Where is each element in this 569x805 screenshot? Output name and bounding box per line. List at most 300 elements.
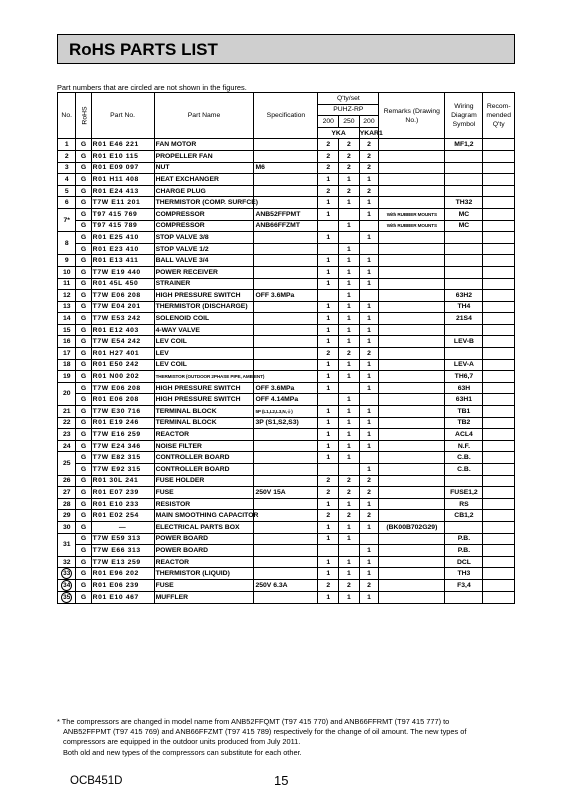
cell-part-name: POWER BOARD xyxy=(154,545,254,557)
cell-part-no: T7W E06 208 xyxy=(91,382,154,394)
cell-no: 13 xyxy=(58,301,76,313)
cell-part-no: T7W E82 315 xyxy=(91,452,154,464)
cell-no: 27 xyxy=(58,487,76,499)
cell-specification xyxy=(254,440,318,452)
cell-part-no: R01 E46 221 xyxy=(91,139,154,151)
cell-part-no: T7W E66 313 xyxy=(91,545,154,557)
cell-qty-250: 2 xyxy=(339,162,360,174)
cell-wiring-symbol xyxy=(445,174,483,186)
cell-wiring-symbol: F3,4 xyxy=(445,580,483,592)
cell-part-name: FUSE xyxy=(154,487,254,499)
cell-specification xyxy=(254,301,318,313)
cell-wiring-symbol: TB2 xyxy=(445,417,483,429)
cell-recommended-qty xyxy=(483,533,515,545)
cell-remarks xyxy=(379,301,445,313)
header-suffix-yka: YKA xyxy=(318,127,359,139)
cell-recommended-qty xyxy=(483,487,515,499)
header-suffix-ykar1: YKAR1 xyxy=(359,127,379,139)
cell-wiring-symbol: 63H2 xyxy=(445,290,483,302)
cell-qty-250: 1 xyxy=(339,556,360,568)
table-row xyxy=(58,162,515,174)
cell-wiring-symbol: FUSE1,2 xyxy=(445,487,483,499)
cell-no: 16 xyxy=(58,336,76,348)
cell-qty-200 xyxy=(318,394,339,406)
cell-qty-200: 1 xyxy=(318,301,339,313)
cell-wiring-symbol xyxy=(445,255,483,267)
table-row xyxy=(58,174,515,186)
cell-recommended-qty xyxy=(483,290,515,302)
cell-no xyxy=(58,568,76,580)
cell-qty-200-ykar1: 1 xyxy=(359,440,379,452)
page-title: RoHS PARTS LIST xyxy=(69,40,218,59)
cell-wiring-symbol: 21S4 xyxy=(445,313,483,325)
cell-qty-200: 1 xyxy=(318,324,339,336)
cell-rohs: G xyxy=(76,521,91,533)
cell-rohs: G xyxy=(76,556,91,568)
cell-wiring-symbol xyxy=(445,150,483,162)
cell-qty-200-ykar1: 1 xyxy=(359,371,379,383)
cell-rohs: G xyxy=(76,220,91,232)
cell-remarks xyxy=(379,371,445,383)
cell-part-no: R01 E10 233 xyxy=(91,498,154,510)
cell-specification xyxy=(254,336,318,348)
cell-qty-250: 2 xyxy=(339,139,360,151)
cell-remarks xyxy=(379,533,445,545)
cell-part-name: HIGH PRESSURE SWITCH xyxy=(154,290,254,302)
cell-part-name: CONTROLLER BOARD xyxy=(154,464,254,476)
table-row xyxy=(58,220,515,232)
footnote-line: Both old and new types of the compressors can substitute for each other. xyxy=(63,747,302,757)
cell-part-no: R01 E02 254 xyxy=(91,510,154,522)
cell-qty-200: 2 xyxy=(318,580,339,592)
cell-part-no: R01 E09 097 xyxy=(91,162,154,174)
cell-recommended-qty xyxy=(483,521,515,533)
cell-qty-250: 1 xyxy=(339,336,360,348)
cell-wiring-symbol xyxy=(445,592,483,604)
table-row xyxy=(58,232,515,244)
cell-qty-250: 2 xyxy=(339,487,360,499)
cell-recommended-qty xyxy=(483,255,515,267)
header-cap-200b: 200 xyxy=(359,116,379,128)
header-recommended: Recom- mended Q'ty xyxy=(483,93,515,139)
cell-rohs: G xyxy=(76,290,91,302)
cell-no: 9 xyxy=(58,255,76,267)
cell-no: 1 xyxy=(58,139,76,151)
cell-remarks xyxy=(379,429,445,441)
table-row xyxy=(58,266,515,278)
table-row xyxy=(58,301,515,313)
table-row xyxy=(58,371,515,383)
cell-remarks xyxy=(379,382,445,394)
cell-part-name: STOP VALVE 1/2 xyxy=(154,243,254,255)
cell-part-name: NUT xyxy=(154,162,254,174)
table-row xyxy=(58,545,515,557)
cell-part-no: R01 E10 115 xyxy=(91,150,154,162)
cell-qty-250: 1 xyxy=(339,359,360,371)
cell-qty-200-ykar1 xyxy=(359,394,379,406)
cell-qty-200: 1 xyxy=(318,278,339,290)
table-row xyxy=(58,498,515,510)
cell-qty-250: 1 xyxy=(339,440,360,452)
cell-part-name: PROPELLER FAN xyxy=(154,150,254,162)
cell-no: 4 xyxy=(58,174,76,186)
cell-remarks xyxy=(379,278,445,290)
cell-qty-200 xyxy=(318,545,339,557)
cell-remarks xyxy=(379,592,445,604)
cell-qty-250: 1 xyxy=(339,197,360,209)
cell-specification: 5P (L1,L2,L3,N,⏚) xyxy=(254,406,318,418)
cell-remarks xyxy=(379,464,445,476)
cell-rohs: G xyxy=(76,440,91,452)
cell-qty-200: 1 xyxy=(318,255,339,267)
cell-no: 24 xyxy=(58,440,76,452)
cell-qty-250: 1 xyxy=(339,290,360,302)
cell-specification xyxy=(254,348,318,360)
cell-qty-200-ykar1: 1 xyxy=(359,592,379,604)
cell-remarks xyxy=(379,394,445,406)
cell-part-no: R01 E96 202 xyxy=(91,568,154,580)
cell-recommended-qty xyxy=(483,510,515,522)
cell-specification xyxy=(254,429,318,441)
cell-no: 11 xyxy=(58,278,76,290)
cell-qty-200: 1 xyxy=(318,417,339,429)
cell-recommended-qty xyxy=(483,568,515,580)
cell-recommended-qty xyxy=(483,174,515,186)
cell-part-name: CONTROLLER BOARD xyxy=(154,452,254,464)
cell-remarks xyxy=(379,313,445,325)
cell-qty-250: 1 xyxy=(339,278,360,290)
cell-qty-250: 2 xyxy=(339,185,360,197)
cell-wiring-symbol: TH6,7 xyxy=(445,371,483,383)
cell-remarks xyxy=(379,487,445,499)
cell-recommended-qty xyxy=(483,139,515,151)
footnote-line: * The compressors are changed in model name from ANB52FFQMT (T97 415 770) and ANB66FFRMT (T97 415 777) to xyxy=(57,717,450,726)
cell-part-no: T7W E06 208 xyxy=(91,290,154,302)
header-no: No. xyxy=(58,93,76,139)
table-row xyxy=(58,440,515,452)
cell-part-name: STOP VALVE 3/8 xyxy=(154,232,254,244)
cell-wiring-symbol: RS xyxy=(445,498,483,510)
cell-qty-200 xyxy=(318,290,339,302)
cell-qty-250: 1 xyxy=(339,592,360,604)
cell-recommended-qty xyxy=(483,592,515,604)
cell-qty-250 xyxy=(339,382,360,394)
cell-qty-200: 1 xyxy=(318,174,339,186)
document-code: OCB451D xyxy=(70,775,123,787)
cell-remarks xyxy=(379,266,445,278)
cell-no: 2 xyxy=(58,150,76,162)
cell-rohs: G xyxy=(76,592,91,604)
cell-part-name: HEAT EXCHANGER xyxy=(154,174,254,186)
cell-remarks xyxy=(379,498,445,510)
cell-remarks xyxy=(379,510,445,522)
cell-recommended-qty xyxy=(483,313,515,325)
cell-rohs: G xyxy=(76,255,91,267)
cell-no: 10 xyxy=(58,266,76,278)
cell-specification xyxy=(254,556,318,568)
parts-table-body xyxy=(58,139,515,604)
cell-part-name: RESISTOR xyxy=(154,498,254,510)
cell-recommended-qty xyxy=(483,556,515,568)
cell-specification xyxy=(254,266,318,278)
cell-specification xyxy=(254,324,318,336)
cell-rohs: G xyxy=(76,348,91,360)
table-row xyxy=(58,197,515,209)
cell-qty-200-ykar1: 1 xyxy=(359,359,379,371)
table-row xyxy=(58,521,515,533)
table-row xyxy=(58,417,515,429)
cell-part-no: R01 E23 410 xyxy=(91,243,154,255)
cell-part-no: T7W E24 346 xyxy=(91,440,154,452)
cell-rohs: G xyxy=(76,324,91,336)
cell-recommended-qty xyxy=(483,243,515,255)
cell-rohs: G xyxy=(76,429,91,441)
cell-rohs: G xyxy=(76,243,91,255)
cell-recommended-qty xyxy=(483,301,515,313)
cell-part-no: T7W E13 259 xyxy=(91,556,154,568)
cell-specification xyxy=(254,232,318,244)
cell-qty-200: 1 xyxy=(318,208,339,220)
cell-qty-200-ykar1: 1 xyxy=(359,255,379,267)
cell-recommended-qty xyxy=(483,208,515,220)
cell-rohs: G xyxy=(76,371,91,383)
cell-rohs: G xyxy=(76,266,91,278)
cell-qty-200-ykar1: 1 xyxy=(359,464,379,476)
header-specification: Specification xyxy=(254,93,318,139)
cell-rohs: G xyxy=(76,510,91,522)
cell-no: 29 xyxy=(58,510,76,522)
cell-specification xyxy=(254,197,318,209)
cell-wiring-symbol: P.B. xyxy=(445,533,483,545)
cell-qty-200-ykar1: 1 xyxy=(359,232,379,244)
cell-part-name: POWER BOARD xyxy=(154,533,254,545)
header-qty-set: Q'ty/set xyxy=(318,93,379,105)
table-row xyxy=(58,406,515,418)
cell-specification: 3P (S1,S2,S3) xyxy=(254,417,318,429)
cell-part-name: POWER RECEIVER xyxy=(154,266,254,278)
cell-no xyxy=(58,580,76,592)
cell-qty-200-ykar1: 2 xyxy=(359,185,379,197)
cell-rohs: G xyxy=(76,475,91,487)
cell-specification xyxy=(254,568,318,580)
cell-qty-250: 1 xyxy=(339,243,360,255)
cell-part-no: R01 H27 401 xyxy=(91,348,154,360)
cell-part-no: R01 E50 242 xyxy=(91,359,154,371)
cell-part-name: 4-WAY VALVE xyxy=(154,324,254,336)
cell-wiring-symbol: 63H xyxy=(445,382,483,394)
cell-rohs: G xyxy=(76,278,91,290)
cell-remarks xyxy=(379,452,445,464)
cell-wiring-symbol: TH4 xyxy=(445,301,483,313)
table-row xyxy=(58,243,515,255)
cell-specification: 250V 6.3A xyxy=(254,580,318,592)
cell-wiring-symbol: MF1,2 xyxy=(445,139,483,151)
cell-rohs: G xyxy=(76,359,91,371)
cell-rohs: G xyxy=(76,406,91,418)
cell-specification: OFF 3.6MPa xyxy=(254,290,318,302)
cell-part-no: R01 N00 202 xyxy=(91,371,154,383)
table-row xyxy=(58,336,515,348)
page-number: 15 xyxy=(274,773,289,788)
cell-qty-200: 2 xyxy=(318,185,339,197)
cell-qty-250: 1 xyxy=(339,324,360,336)
cell-rohs: G xyxy=(76,139,91,151)
cell-part-name: NOISE FILTER xyxy=(154,440,254,452)
cell-qty-200-ykar1: 1 xyxy=(359,429,379,441)
table-row xyxy=(58,324,515,336)
cell-wiring-symbol: MC xyxy=(445,208,483,220)
cell-rohs: G xyxy=(76,174,91,186)
cell-remarks: With RUBBER MOUNTS xyxy=(379,208,445,220)
cell-wiring-symbol xyxy=(445,348,483,360)
header-cap-250: 250 xyxy=(339,116,360,128)
cell-rohs: G xyxy=(76,150,91,162)
cell-part-name: THERMISTOR (DISCHARGE) xyxy=(154,301,254,313)
cell-qty-250: 1 xyxy=(339,220,360,232)
cell-part-name: COMPRESSOR xyxy=(154,208,254,220)
table-row xyxy=(58,394,515,406)
cell-qty-250: 2 xyxy=(339,510,360,522)
cell-qty-250 xyxy=(339,208,360,220)
cell-qty-250: 1 xyxy=(339,429,360,441)
cell-no: 14 xyxy=(58,313,76,325)
cell-qty-250: 1 xyxy=(339,568,360,580)
cell-rohs: G xyxy=(76,197,91,209)
cell-no: 5 xyxy=(58,185,76,197)
cell-rohs: G xyxy=(76,452,91,464)
cell-wiring-symbol: DCL xyxy=(445,556,483,568)
cell-qty-200-ykar1: 2 xyxy=(359,475,379,487)
cell-wiring-symbol: P.B. xyxy=(445,545,483,557)
cell-part-name: REACTOR xyxy=(154,556,254,568)
cell-rohs: G xyxy=(76,336,91,348)
cell-qty-200: 1 xyxy=(318,429,339,441)
cell-qty-200: 2 xyxy=(318,162,339,174)
cell-specification xyxy=(254,498,318,510)
cell-recommended-qty xyxy=(483,185,515,197)
cell-qty-200-ykar1 xyxy=(359,243,379,255)
cell-no: 7* xyxy=(58,208,76,231)
cell-no: 28 xyxy=(58,498,76,510)
header-part-name: Part Name xyxy=(154,93,254,139)
cell-part-name: LEV xyxy=(154,348,254,360)
cell-part-no: T7W E53 242 xyxy=(91,313,154,325)
cell-qty-200-ykar1: 1 xyxy=(359,545,379,557)
cell-rohs: G xyxy=(76,464,91,476)
cell-recommended-qty xyxy=(483,197,515,209)
cell-qty-200-ykar1: 1 xyxy=(359,498,379,510)
cell-recommended-qty xyxy=(483,266,515,278)
cell-part-name: THERMISTOR (LIQUID) xyxy=(154,568,254,580)
cell-qty-200 xyxy=(318,220,339,232)
cell-part-no: T97 415 789 xyxy=(91,220,154,232)
cell-part-name: LEV COIL xyxy=(154,359,254,371)
cell-qty-200: 1 xyxy=(318,592,339,604)
cell-qty-250: 1 xyxy=(339,498,360,510)
cell-qty-250: 1 xyxy=(339,266,360,278)
cell-remarks xyxy=(379,290,445,302)
cell-remarks xyxy=(379,406,445,418)
cell-qty-200-ykar1: 1 xyxy=(359,568,379,580)
cell-specification xyxy=(254,545,318,557)
title-bar xyxy=(57,34,515,64)
cell-part-no: R01 E12 403 xyxy=(91,324,154,336)
cell-remarks xyxy=(379,417,445,429)
cell-remarks xyxy=(379,580,445,592)
cell-no: 15 xyxy=(58,324,76,336)
cell-part-no: R01 E10 467 xyxy=(91,592,154,604)
circled-note: Part numbers that are circled are not shown in the figures. xyxy=(57,83,247,92)
cell-qty-250: 1 xyxy=(339,301,360,313)
cell-qty-250: 1 xyxy=(339,371,360,383)
cell-recommended-qty xyxy=(483,359,515,371)
cell-part-name: MUFFLER xyxy=(154,592,254,604)
cell-remarks xyxy=(379,440,445,452)
cell-qty-200-ykar1 xyxy=(359,533,379,545)
cell-qty-200-ykar1: 1 xyxy=(359,521,379,533)
cell-part-no: R01 E24 413 xyxy=(91,185,154,197)
cell-recommended-qty xyxy=(483,464,515,476)
cell-no: 18 xyxy=(58,359,76,371)
cell-qty-200-ykar1: 1 xyxy=(359,336,379,348)
footnote-line: ANB52FFPMT (T97 415 769) and ANB66FFZMT (T97 415 789) respectively for the change of oil amount. The new types of xyxy=(63,727,467,737)
cell-qty-200: 1 xyxy=(318,359,339,371)
cell-rohs: G xyxy=(76,487,91,499)
cell-wiring-symbol: TH32 xyxy=(445,197,483,209)
cell-qty-200: 1 xyxy=(318,440,339,452)
table-row xyxy=(58,533,515,545)
cell-rohs: G xyxy=(76,185,91,197)
cell-qty-200: 2 xyxy=(318,150,339,162)
cell-specification xyxy=(254,464,318,476)
cell-qty-250: 2 xyxy=(339,150,360,162)
cell-qty-250 xyxy=(339,545,360,557)
cell-qty-200: 2 xyxy=(318,139,339,151)
cell-qty-200: 2 xyxy=(318,510,339,522)
circled-number: 34 xyxy=(63,582,71,590)
cell-qty-200 xyxy=(318,243,339,255)
cell-part-name: FUSE xyxy=(154,580,254,592)
cell-wiring-symbol xyxy=(445,521,483,533)
cell-rohs: G xyxy=(76,498,91,510)
table-row xyxy=(58,348,515,360)
cell-no: 32 xyxy=(58,556,76,568)
cell-qty-250 xyxy=(339,232,360,244)
cell-qty-250: 1 xyxy=(339,417,360,429)
cell-part-no: R01 E13 411 xyxy=(91,255,154,267)
table-row xyxy=(58,452,515,464)
cell-rohs: G xyxy=(76,301,91,313)
cell-specification: OFF 4.14MPa xyxy=(254,394,318,406)
table-row xyxy=(58,429,515,441)
cell-no: 17 xyxy=(58,348,76,360)
cell-part-name: TERMINAL BLOCK xyxy=(154,417,254,429)
cell-qty-200: 1 xyxy=(318,371,339,383)
cell-qty-200: 1 xyxy=(318,336,339,348)
cell-qty-200: 2 xyxy=(318,487,339,499)
cell-wiring-symbol xyxy=(445,162,483,174)
cell-part-no: R01 E06 208 xyxy=(91,394,154,406)
cell-remarks: With RUBBER MOUNTS xyxy=(379,220,445,232)
cell-qty-250: 1 xyxy=(339,255,360,267)
cell-wiring-symbol: LEV-A xyxy=(445,359,483,371)
cell-qty-200-ykar1: 1 xyxy=(359,197,379,209)
cell-no xyxy=(58,592,76,604)
cell-specification: ANB52FFPMT xyxy=(254,208,318,220)
cell-qty-200-ykar1 xyxy=(359,452,379,464)
circled-number: 33 xyxy=(63,570,71,578)
cell-remarks xyxy=(379,150,445,162)
